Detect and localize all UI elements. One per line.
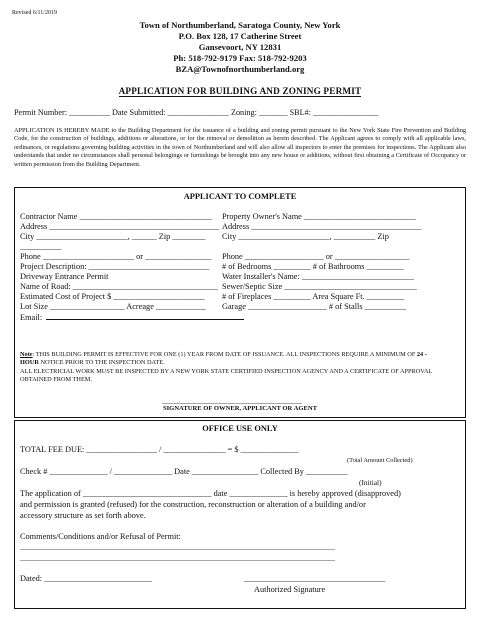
fireplaces-area-field[interactable]: # of Fireplaces _________ Area Square Ft. _________ (222, 292, 405, 301)
authorized-signature-label: Authorized Signature (254, 585, 326, 594)
approval-line-1[interactable]: The application of _______________________________ date ______________ is hereby approved (disapproved) (20, 489, 401, 498)
header-email: BZA@Townofnorthumberland.org (175, 64, 305, 74)
form-title: APPLICATION FOR BUILDING AND ZONING PERMIT (118, 86, 362, 96)
contractor-city-field[interactable]: City ______________________, ______ Zip ________ (20, 232, 206, 241)
owner-address-field[interactable]: Address _________________________________________ (222, 222, 422, 231)
inspection-note: Note: THIS BUILDING PERMIT IS EFFECTIVE FOR ONE (1) YEAR FROM DATE OF ISSUANCE. ALL INSPECTIONS REQUIRE A MINIMUM OF 24 - HOUR NOTICE PRIOR TO THE INSPECTION DATE. ALL ELECTRICIAL WORK MUST BE INSPECTED BY A NEW YORK STATE CERTIFIED INSPECTION AGENCY AND A CERTIFICATE OF APPROVAL OBTAINED FROM THEM. (20, 351, 433, 384)
owner-name-field[interactable]: Property Owner's Name ___________________________ (222, 212, 416, 221)
initial-label: (Initial) (359, 478, 382, 487)
applicant-section-title: APPLICANT TO COMPLETE (183, 192, 297, 201)
garage-stalls-field[interactable]: Garage ___________________ # of Stalls __________ (222, 302, 407, 311)
total-fee-field[interactable]: TOTAL FEE DUE: _________________ / _______________ = $ ______________ (20, 445, 299, 454)
approval-line-2: and permission is granted (refused) for the construction, reconstruction or alteration of a building and/or (20, 500, 366, 509)
contractor-phone-field[interactable]: Phone ______________________ or ________________ (20, 252, 212, 261)
estimated-cost-field[interactable]: Estimated Cost of Project $ ______________________ (20, 292, 205, 301)
owner-phone-field[interactable]: Phone ___________________ or __________________ (222, 252, 410, 261)
email-field[interactable]: Email: (20, 312, 244, 323)
driveway-permit-label: Driveway Entrance Permit (20, 272, 109, 281)
contractor-address-field[interactable]: Address _________________________________________ (20, 222, 220, 231)
comments-label: Comments/Conditions and/or Refusal of Permit: (20, 532, 181, 541)
office-use-title: OFFICE USE ONLY (202, 424, 278, 433)
signature-line[interactable]: ________________________________________ (162, 397, 302, 405)
approval-line-3: accessory structure as set forth above. (20, 511, 146, 520)
owner-city-field[interactable]: City ______________________, __________ Zip (222, 232, 389, 241)
owner-blank-line (222, 242, 421, 252)
permit-info-line[interactable]: Permit Number: __________ Date Submitted: _______________ Zoning: _______ SBL#: ________________ (14, 108, 379, 117)
project-description-field[interactable]: Project Description: _____________________________ (20, 262, 209, 271)
header-city: Gansevoort, NY 12831 (198, 42, 282, 52)
lot-size-field[interactable]: Lot Size __________________ Acreage ____________ (20, 302, 206, 311)
applicant-left-column (20, 212, 244, 323)
signature-label: SIGNATURE OF OWNER, APPLICANT OR AGENT (162, 405, 318, 412)
header-town: Town of Northumberland, Saratoga County, New York (139, 20, 341, 30)
contractor-zip-continued[interactable]: __________ (20, 242, 62, 251)
dated-field[interactable]: Dated: __________________________ (20, 574, 153, 583)
contractor-name-field[interactable]: Contractor Name ________________________________ (20, 212, 213, 221)
intro-paragraph: APPLICATION IS HEREBY MADE to the Building Department for the issuance of a building and zoning permit pursuant to the New York State Fire Prevention and Building Code, for the construction of buildings, additions or alterations, or for the removal or demolition as herein described. The Applicant agrees to comply with all applicable laws, ordinances, or regulations governing building activities in the town of Northumberland and will also allow all inspectors to enter the premises for inspections. The Applicant also understands that under no circumstances shall personal belongings or furnishings be brought into any new house or additions, without first obtaining a Certificate of Occupancy or written permission from the Building Department. (14, 127, 466, 168)
total-collected-label: (Total Amount Collected) (347, 457, 413, 464)
header-phone: Ph: 518-792-9179 Fax: 518-792-9203 (173, 53, 307, 63)
comments-line-1[interactable]: __________________________________________________________________________________________ (20, 543, 335, 551)
septic-size-field[interactable]: Sewer/Septic Size ________________________________ (222, 282, 417, 291)
revision-date: Revised 6/11/2019 (12, 10, 57, 16)
check-date-collected-field[interactable]: Check # ______________ / ______________ Date ________________ Collected By __________ (20, 467, 348, 476)
applicant-right-column (222, 212, 421, 312)
comments-line-2[interactable]: __________________________________________________________________________________________ (20, 554, 335, 562)
road-name-field[interactable]: Name of Road: ___________________________________ (20, 282, 218, 291)
authorized-signature-line[interactable]: __________________________________ (244, 574, 386, 583)
water-installer-field[interactable]: Water Installer's Name: ___________________________ (222, 272, 414, 281)
header-address: P.O. Box 128, 17 Catherine Street (178, 31, 302, 41)
bedrooms-bathrooms-field[interactable]: # of Bedrooms _________ # of Bathrooms _________ (222, 262, 404, 271)
